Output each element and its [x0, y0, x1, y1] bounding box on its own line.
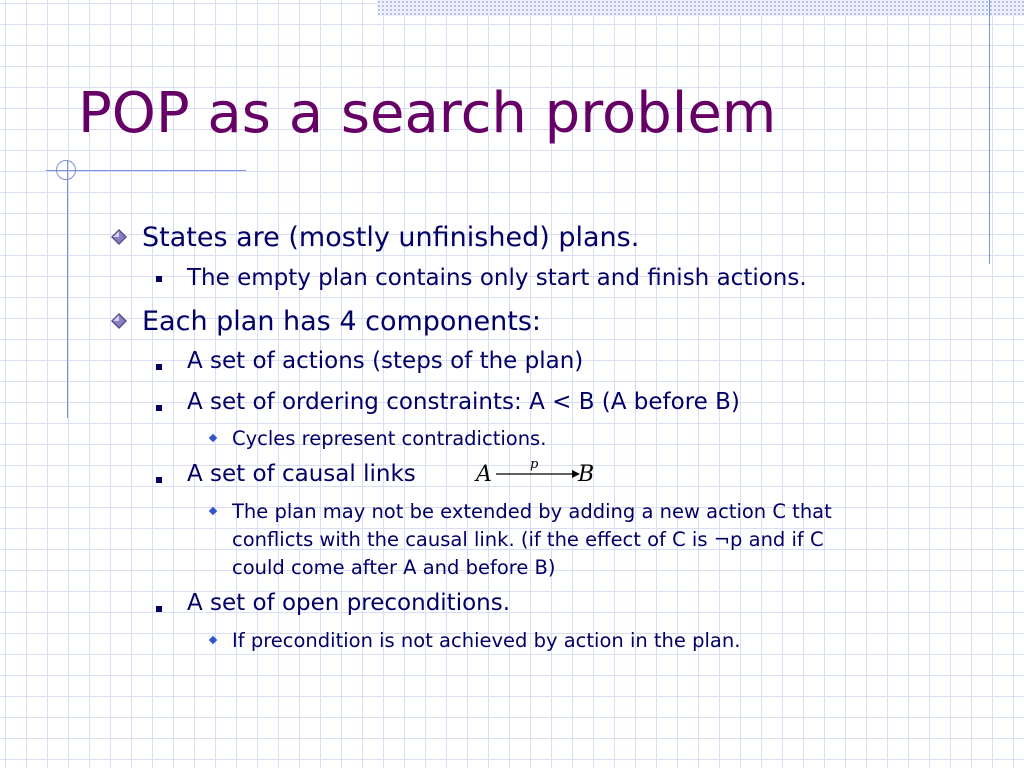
formula-to: B — [578, 462, 595, 487]
diamond-bullet-icon — [111, 229, 127, 245]
bullet-causal-links: A set of causal links — [187, 461, 416, 487]
decorative-circle-mark — [56, 160, 76, 180]
square-bullet-icon — [156, 276, 162, 282]
square-bullet-icon — [156, 405, 162, 411]
bullet-open-preconditions: A set of open preconditions. — [187, 590, 511, 616]
bullet-extension-line2: conflicts with the causal link. (if the effect of C is ¬p and if C — [232, 528, 824, 551]
bullet-extension-line3: could come after A and before B) — [232, 556, 556, 579]
diamond-bullet-icon — [111, 313, 127, 329]
decorative-top-strip — [377, 0, 1024, 16]
decorative-left-rule — [67, 160, 68, 418]
square-bullet-icon — [156, 477, 162, 483]
small-diamond-bullet-icon — [209, 636, 217, 644]
bullet-precondition: If precondition is not achieved by action in the plan. — [232, 629, 741, 652]
decorative-right-rule — [989, 0, 990, 264]
bullet-extension-line1: The plan may not be extended by adding a new action C that — [232, 500, 832, 523]
slide-title: POP as a search problem — [78, 81, 777, 146]
causal-link-formula — [472, 456, 602, 490]
formula-from: A — [476, 462, 492, 487]
bullet-ordering: A set of ordering constraints: A < B (A before B) — [187, 389, 740, 415]
formula-label: p — [530, 457, 539, 472]
square-bullet-icon — [156, 364, 162, 370]
bullet-states: States are (mostly unfinished) plans. — [142, 222, 640, 253]
small-diamond-bullet-icon — [209, 507, 217, 515]
decorative-title-underline — [46, 170, 246, 171]
bullet-empty-plan: The empty plan contains only start and finish actions. — [187, 265, 807, 291]
bullet-components: Each plan has 4 components: — [142, 306, 542, 337]
small-diamond-bullet-icon — [209, 434, 217, 442]
bullet-actions: A set of actions (steps of the plan) — [187, 348, 584, 374]
bullet-cycles: Cycles represent contradictions. — [232, 427, 547, 450]
square-bullet-icon — [156, 606, 162, 612]
